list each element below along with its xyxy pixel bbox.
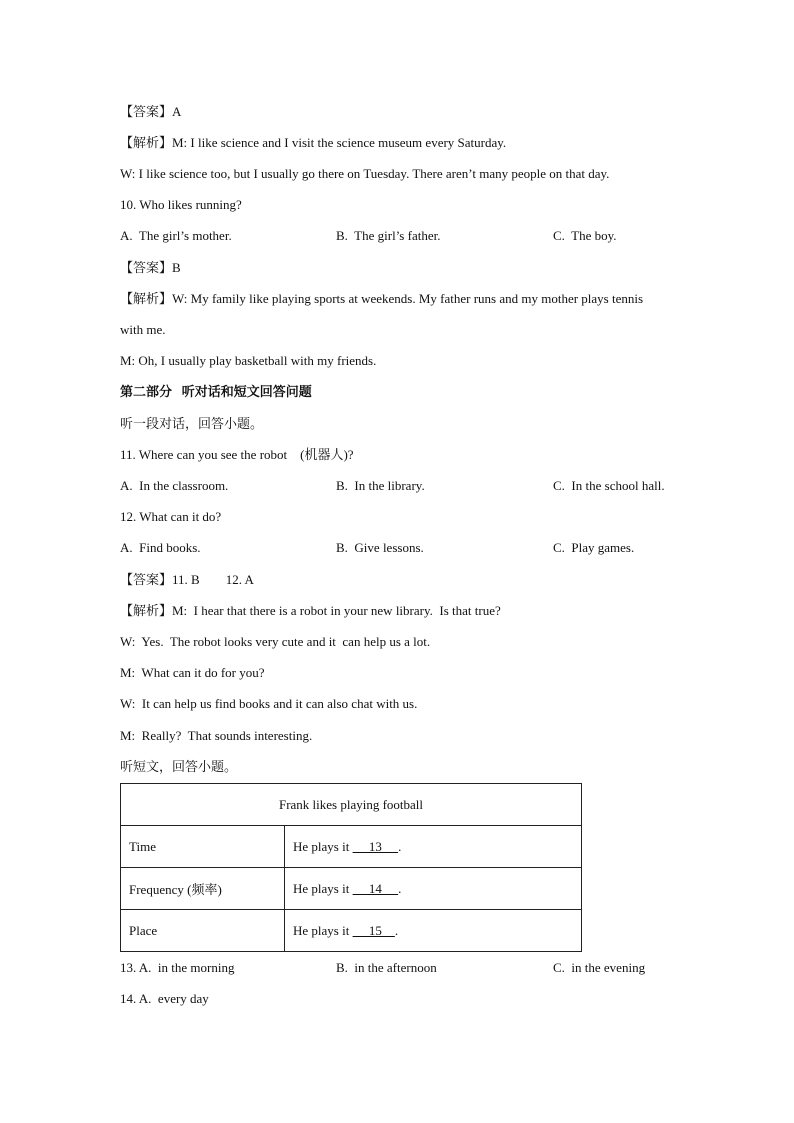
- q11-12-analysis-line-1: 【解析】M: I hear that there is a robot in your new library. Is that true?: [120, 603, 501, 618]
- q10-option-b: B. The girl’s father.: [336, 228, 441, 243]
- q14-option-a: 14. A. every day: [120, 991, 209, 1006]
- q10-option-a: A. The girl’s mother.: [120, 228, 232, 243]
- q13-option-a: 13. A. in the morning: [120, 960, 235, 975]
- q12-option-b: B. Give lessons.: [336, 540, 424, 555]
- blank-15: 15: [352, 922, 395, 938]
- q9-analysis-line-2: W: I like science too, but I usually go there on Tuesday. There aren’t many people on that day.: [120, 166, 610, 181]
- table-row: [121, 910, 582, 952]
- q10-question: 10. Who likes running?: [120, 197, 242, 212]
- q9-analysis-line-1: 【解析】M: I like science and I visit the science museum every Saturday.: [120, 135, 507, 150]
- blank-14: 14: [352, 880, 399, 896]
- table-title-row: [121, 784, 582, 826]
- q11-12-answer: 【答案】11. B 12. A: [120, 572, 254, 587]
- passage-instruction: 听短文，回答小题。: [120, 759, 238, 774]
- q12-option-a: A. Find books.: [120, 540, 201, 555]
- q10-answer: 【答案】B: [120, 260, 181, 275]
- q10-analysis-line-1: 【解析】W: My family like playing sports at weekends. My father runs and my mother plays tennis: [120, 291, 644, 306]
- blank-13: 13: [352, 838, 399, 854]
- table-row-content: He plays it 15 .: [285, 910, 582, 952]
- q11-option-b: B. In the library.: [336, 478, 425, 493]
- q13-option-c: C. in the evening: [553, 960, 646, 975]
- q11-option-a: A. In the classroom.: [120, 478, 229, 493]
- table-row-label: Frequency (频率): [121, 868, 285, 910]
- q9-answer: 【答案】A: [120, 104, 182, 119]
- table-row: [121, 868, 582, 910]
- q11-12-analysis-line-3: M: What can it do for you?: [120, 665, 265, 680]
- q11-option-c: C. In the school hall.: [553, 478, 665, 493]
- table-row: [121, 826, 582, 868]
- table-row-label: Time: [121, 826, 285, 868]
- q11-12-analysis-line-2: W: Yes. The robot looks very cute and it can help us a lot.: [120, 634, 431, 649]
- table-title: Frank likes playing football: [121, 784, 582, 826]
- q11-12-analysis-line-5: M: Really? That sounds interesting.: [120, 728, 313, 743]
- table-row-content: He plays it 13 .: [285, 826, 582, 868]
- q10-analysis-line-2: with me.: [120, 322, 166, 337]
- dialog-instruction: 听一段对话，回答小题。: [120, 416, 264, 431]
- q11-question: 11. Where can you see the robot (机器人)?: [120, 447, 354, 462]
- table-row-label: Place: [121, 910, 285, 952]
- q12-option-c: C. Play games.: [553, 540, 635, 555]
- q10-option-c: C. The boy.: [553, 228, 617, 243]
- info-table: [120, 783, 582, 952]
- q12-question: 12. What can it do?: [120, 509, 222, 524]
- part2-heading: 第二部分 听对话和短文回答问题: [120, 384, 312, 399]
- q11-12-analysis-line-4: W: It can help us find books and it can also chat with us.: [120, 696, 418, 711]
- q10-analysis-line-3: M: Oh, I usually play basketball with my friends.: [120, 353, 377, 368]
- table-row-content: He plays it 14 .: [285, 868, 582, 910]
- q13-option-b: B. in the afternoon: [336, 960, 437, 975]
